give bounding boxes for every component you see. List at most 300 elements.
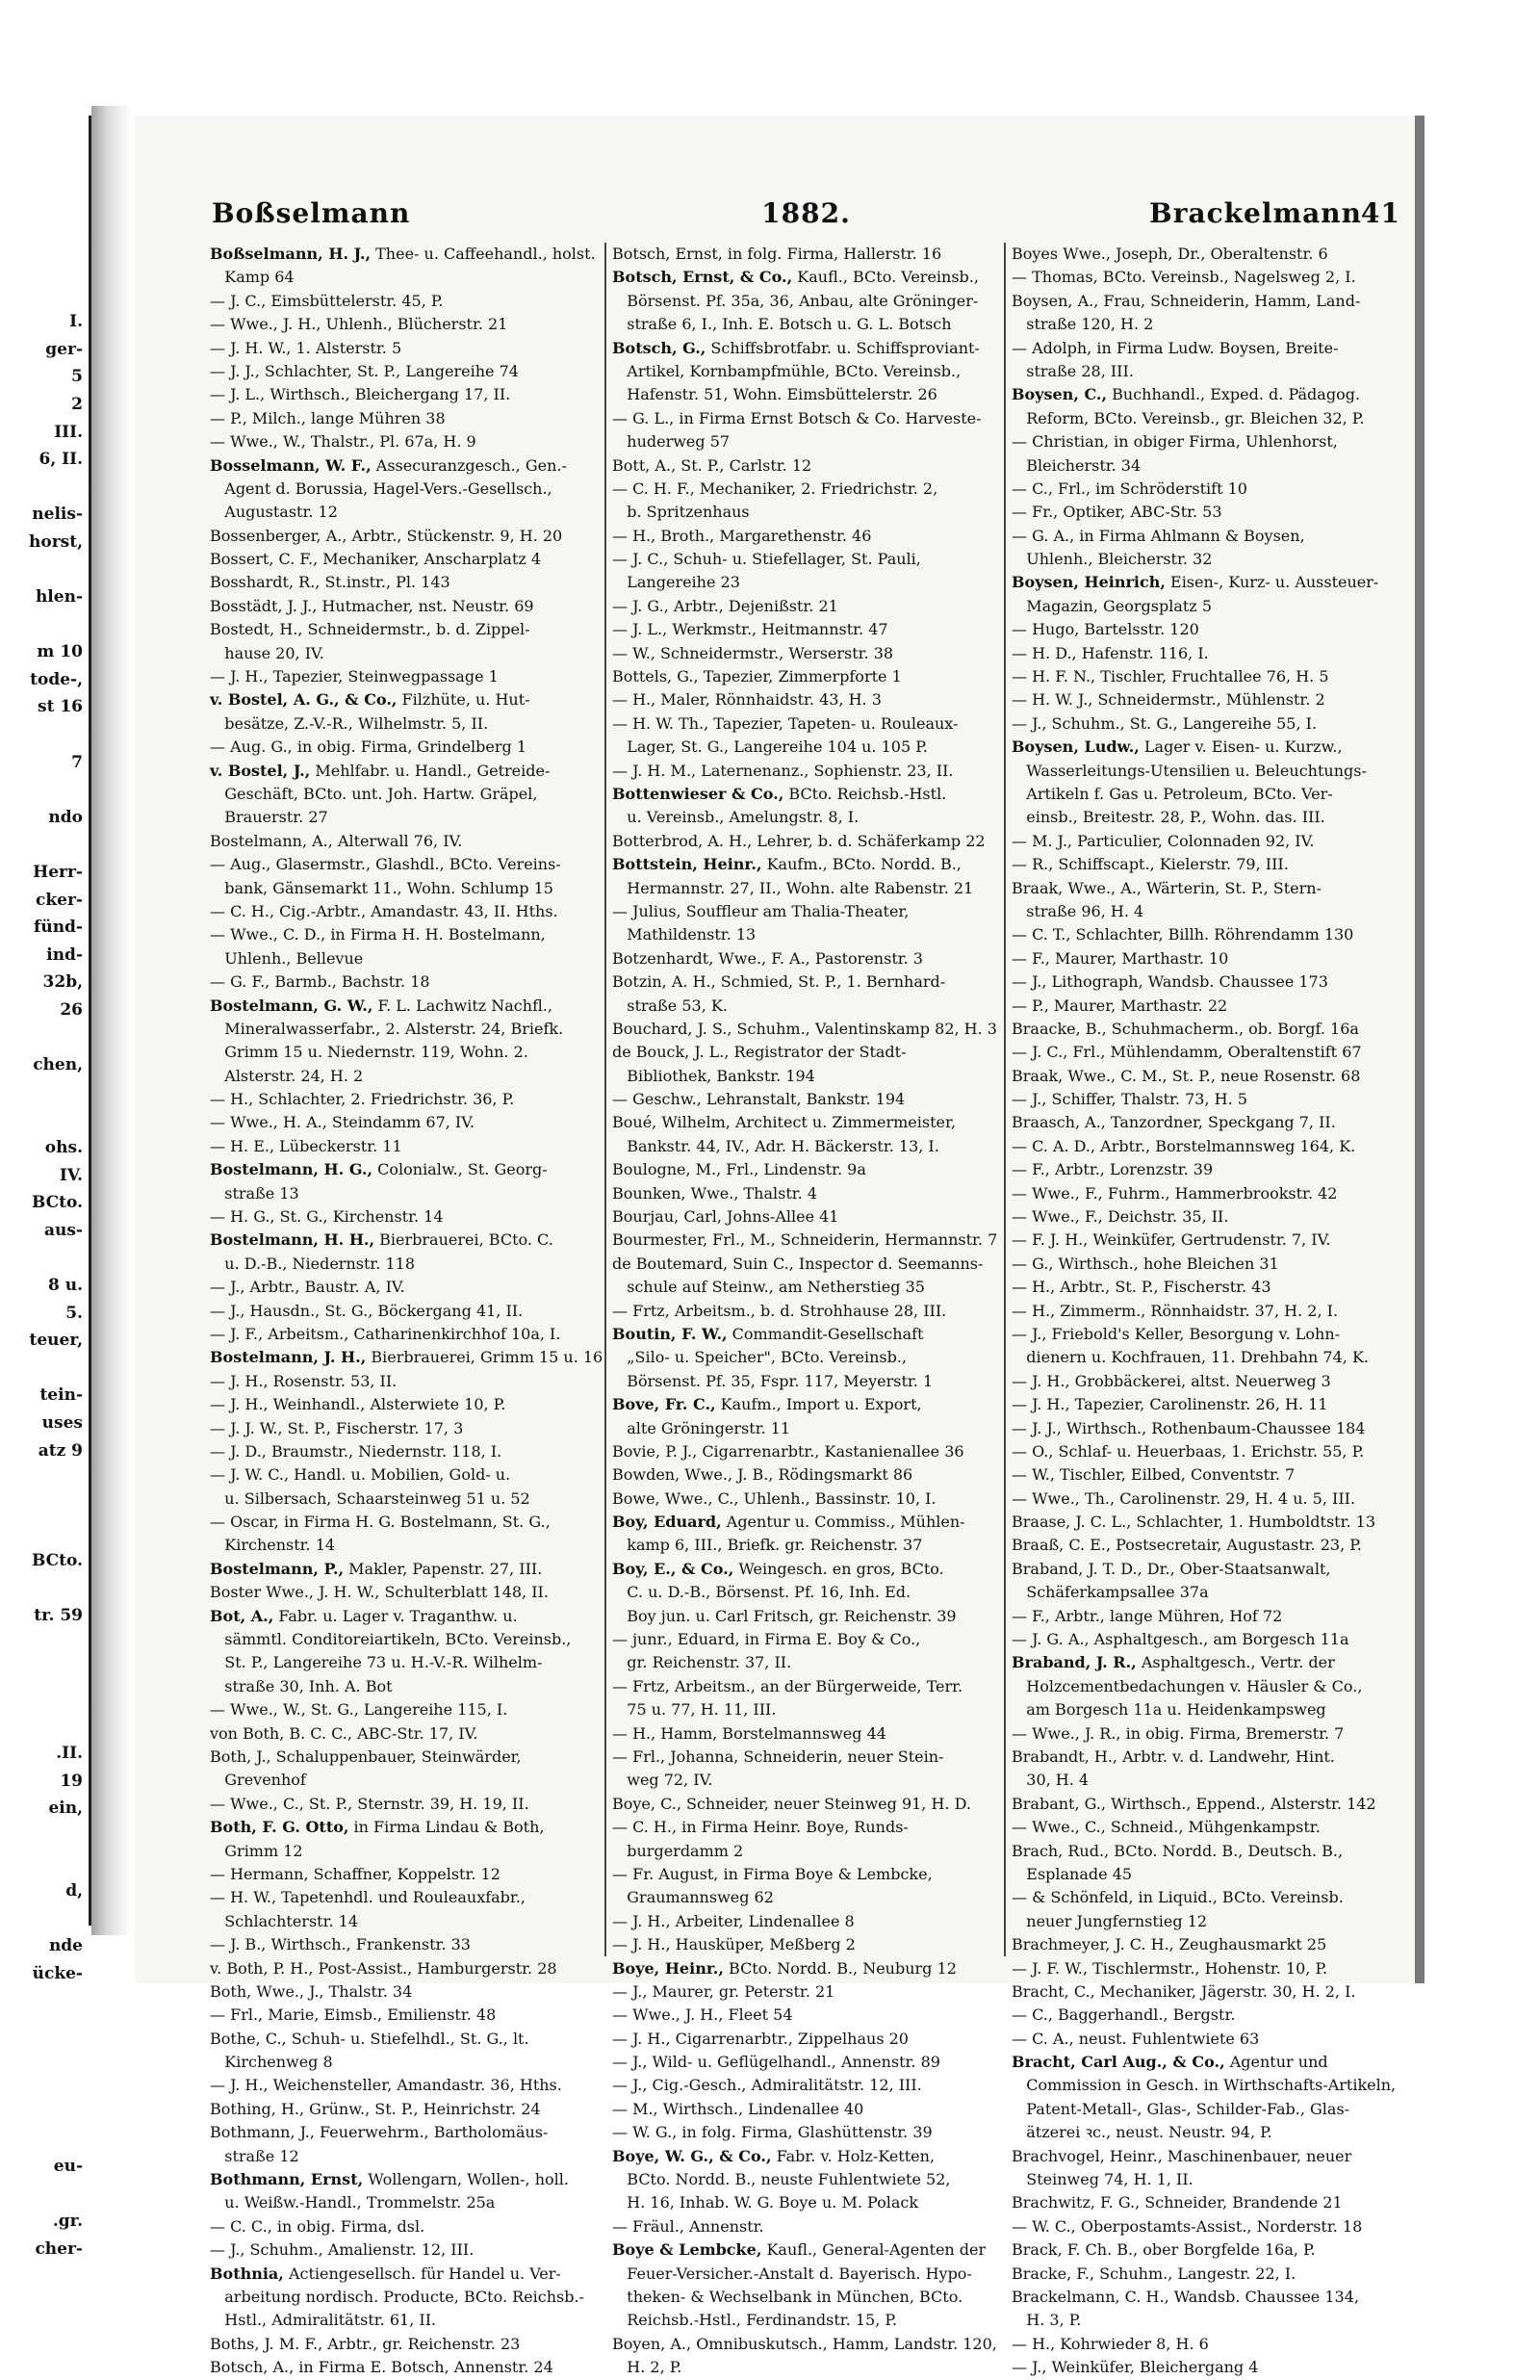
entry-text: — C. H., in Firma Heinr. Boye, Runds- (612, 1818, 909, 1837)
directory-entry-line (1012, 360, 1401, 383)
entry-text: — J. L., Wirthsch., Bleichergang 17, II. (210, 385, 511, 404)
directory-entry-line (612, 736, 992, 759)
edge-text-fragment (0, 1024, 89, 1052)
entry-text: neuer Jungfernstieg 12 (1012, 1911, 1208, 1930)
edge-text-fragment: hlen- (35, 587, 83, 608)
edge-text-fragment: 7 (71, 752, 83, 772)
entry-text: — J., Arbtr., Baustr. A, IV. (210, 1278, 405, 1297)
directory-entry-line (1012, 642, 1401, 665)
entry-text: — H. W. J., Schneidermstr., Mühlenstr. 2 (1012, 690, 1325, 710)
entry-text: — J. J., Wirthsch., Rothenbaum-Chaussee 184 (1012, 1418, 1366, 1437)
entry-text: — H. D., Hafenstr. 116, I. (1012, 643, 1209, 662)
entry-text: — C., Frl., im Schröderstift 10 (1012, 479, 1247, 498)
entry-text: Makler, Papenstr. 27, III. (344, 1559, 543, 1578)
directory-entry-line (1012, 806, 1401, 829)
directory-entry-line (1012, 478, 1401, 501)
directory-entry-line (612, 2356, 992, 2379)
entry-text: Botsch, Ernst, in folg. Firma, Hallerstr. 16 (612, 245, 942, 263)
directory-entry-line (1012, 1300, 1401, 1323)
entry-text: — Aug. G., in obig. Firma, Grindelberg 1 (210, 737, 527, 757)
directory-entry-line (1012, 1722, 1401, 1746)
directory-entry-line (1012, 337, 1401, 360)
entry-text: Bierbrauerei, Grimm 15 u. 16 (366, 1348, 603, 1367)
entry-text: theken- & Wechselbank in München, BCto. (612, 2287, 963, 2306)
entry-text: schule auf Steinw., am Netherstieg 35 (612, 1278, 925, 1297)
entry-text: Bracht, C., Mechaniker, Jägerstr. 30, H. 2, I. (1012, 1981, 1356, 2001)
directory-entry-line (612, 525, 992, 548)
entry-text: — J., Wild- u. Geflügelhandl., Annenstr. 89 (612, 2053, 940, 2072)
edge-text-fragment: 2 (71, 394, 83, 414)
directory-entry-line (210, 360, 590, 383)
directory-entry-line (612, 1534, 992, 1557)
entry-text: — M. J., Particulier, Colonnaden 92, IV. (1012, 831, 1315, 850)
entry-text: arbeitung nordisch. Producte, BCto. Reichsb.- (210, 2287, 584, 2306)
directory-entry-line (612, 2191, 992, 2214)
directory-entry-line (612, 2333, 997, 2356)
edge-text-fragment (0, 281, 89, 309)
directory-entry-line (612, 2238, 992, 2262)
entry-text: Langereihe 23 (612, 573, 740, 592)
entry-text: Wollengarn, Wollen-, holl. (363, 2170, 569, 2189)
edge-text-fragment: 6, II. (38, 450, 83, 470)
entry-text: — J. C., Schuh- u. Stiefellager, St. Pauli, (612, 550, 921, 569)
edge-text-fragment: III. (54, 422, 83, 442)
entry-text: C. u. D.-B., Börsenst. Pf. 16, Inh. Ed. (612, 1583, 911, 1602)
entry-text: — F., Arbtr., lange Mühren, Hof 72 (1012, 1606, 1283, 1625)
directory-entry-line (210, 783, 590, 806)
entry-text: — J. H. W., 1. Alsterstr. 5 (210, 338, 402, 357)
edge-text-fragment: .gr. (52, 2212, 83, 2232)
entry-text: Brabant, G., Wirthsch., Eppend., Alsterstr. 142 (1012, 1794, 1376, 1813)
entry-name: Bot, A., (210, 1606, 274, 1625)
directory-entry-line (612, 290, 992, 313)
entry-name: Boysen, Ludw., (1012, 737, 1140, 757)
entry-text: dienern u. Kochfrauen, 11. Drehbahn 74, K. (1012, 1348, 1369, 1367)
edge-text-fragment: tode-, (30, 669, 83, 689)
entry-text: straße 120, H. 2 (1012, 315, 1154, 334)
entry-text: — J., Schuhm., Amalienstr. 12, III. (210, 2240, 475, 2260)
entry-text: Commandit-Gesellschaft (727, 1324, 924, 1343)
directory-entry-line (1012, 1746, 1401, 1769)
entry-text: de Boutemard, Suin C., Inspector d. Seemanns- (612, 1254, 984, 1273)
entry-text: Buchhandl., Exped. d. Pädagog. (1107, 385, 1361, 404)
directory-entry-line (1012, 407, 1401, 430)
edge-text-fragment: .II. (56, 1744, 83, 1764)
entry-text: — H., Broth., Margarethenstr. 46 (612, 526, 872, 545)
entry-text: — G., Wirthsch., hohe Bleichen 31 (1012, 1254, 1279, 1273)
entry-name: Boy, Eduard, (612, 1513, 722, 1532)
entry-text: H. 16, Inhab. W. G. Boye u. M. Polack (612, 2193, 919, 2212)
entry-text: — H., Zimmerm., Rönnhaidstr. 37, H. 2, I. (1012, 1301, 1339, 1320)
directory-entry-line (1012, 571, 1401, 594)
directory-entry-line (612, 877, 992, 900)
entry-text: Kaufl., General-Agenten der (761, 2240, 987, 2260)
entry-text: Brachwitz, F. G., Schneider, Brandende 21 (1012, 2193, 1343, 2212)
directory-entry-line (210, 2145, 590, 2168)
directory-entry-line (612, 337, 992, 360)
directory-entry-line (1012, 877, 1401, 900)
entry-text: Esplanade 45 (1012, 1864, 1133, 1883)
entry-text: Bossenberger, A., Arbtr., Stückenstr. 9, H. 20 (210, 526, 563, 545)
entry-text: — C. H. F., Mechaniker, 2. Friedrichstr. 2, (612, 479, 938, 498)
directory-entry-line (210, 1205, 590, 1229)
entry-text: Hermannstr. 27, II., Wohn. alte Rabenstr. 21 (612, 878, 974, 897)
entry-text: Braasch, A., Tanzordner, Speckgang 7, II. (1012, 1113, 1336, 1132)
directory-entry-line (1012, 2121, 1401, 2144)
directory-entry-line (210, 1158, 590, 1181)
entry-text: Grimm 15 u. Niedernstr. 119, Wohn. 2. (210, 1043, 528, 1062)
entry-text: Asphaltgesch., Vertr. der (1136, 1653, 1335, 1672)
entry-text: Bothe, C., Schuh- u. Stiefelhdl., St. G., lt. (210, 2029, 529, 2048)
entry-text: — J. H., Grobbäckerei, altst. Neuerweg 3 (1012, 1371, 1331, 1390)
directory-entry-line (1012, 736, 1401, 759)
directory-entry-line (210, 1910, 590, 1933)
entry-text: Commission in Gesch. in Wirthschafts-Artikeln, (1012, 2076, 1397, 2095)
entry-text: — H., Schlachter, 2. Friedrichstr. 36, P. (210, 1090, 515, 1109)
entry-text: Fabr. u. Lager v. Traganthw. u. (273, 1606, 518, 1625)
entry-text: H. 3, P. (1012, 2311, 1082, 2330)
directory-entry-line (210, 337, 590, 360)
edge-text-fragment (0, 474, 89, 502)
entry-text: Braband, J. T. D., Dr., Ober-Staatsanwalt, (1012, 1559, 1331, 1578)
directory-entry-line (612, 266, 992, 289)
edge-text-fragment (0, 2125, 89, 2153)
entry-text: — G. F., Barmb., Bachstr. 18 (210, 972, 430, 992)
entry-name: Bostelmann, G. W., (210, 996, 373, 1015)
edge-text-fragment (0, 1823, 89, 1850)
entry-text: Braak, Wwe., A., Wärterin, St. P., Stern- (1012, 878, 1322, 897)
directory-entry-line (1012, 1698, 1401, 1721)
directory-entry-line (210, 2215, 590, 2238)
directory-entry-line (612, 783, 992, 806)
directory-entry-line (210, 290, 590, 313)
entry-text: Botterbrod, A. H., Lehrer, b. d. Schäferkamp 22 (612, 831, 986, 850)
entry-text: 75 u. 77, H. 11, III. (612, 1700, 777, 1720)
edge-text-fragment: tr. 59 (34, 1606, 83, 1626)
directory-columns (210, 243, 1403, 2377)
entry-text: straße 13 (210, 1183, 299, 1203)
directory-entry-line (612, 2028, 992, 2051)
directory-entry-line (612, 712, 992, 736)
entry-text: — Frtz, Arbeitsm., b. d. Strohhause 28, III. (612, 1301, 947, 1320)
directory-entry-line (612, 501, 992, 524)
entry-text: — Fr. August, in Firma Boye & Lembcke, (612, 1864, 933, 1883)
directory-entry-line (1012, 501, 1401, 524)
directory-entry-line (612, 2074, 992, 2097)
entry-text: Braaß, C. E., Postsecretair, Augustastr. 23, P. (1012, 1536, 1362, 1555)
directory-entry-line (210, 618, 590, 641)
edge-text-fragment: Herr- (33, 863, 83, 883)
directory-entry-line (612, 1088, 992, 1111)
entry-name: Bostelmann, J. H., (210, 1348, 367, 1367)
entry-text: — J., Lithograph, Wandsb. Chaussee 173 (1012, 972, 1328, 992)
entry-text: — H. F. N., Tischler, Fruchtallee 76, H. 5 (1012, 667, 1329, 686)
entry-text: — H. G., St. G., Kirchenstr. 14 (210, 1207, 444, 1227)
directory-entry-line (210, 923, 590, 946)
directory-entry-line (612, 2098, 992, 2121)
entry-text: — J. H., Hausküper, Meßberg 2 (612, 1935, 856, 1954)
directory-entry-line (1012, 548, 1401, 571)
directory-entry-line (612, 806, 992, 829)
directory-entry-line (210, 1534, 590, 1557)
entry-text: — J., Hausdn., St. G., Böckergang 41, II. (210, 1301, 524, 1320)
directory-entry-line (612, 900, 992, 923)
directory-entry-line (210, 2356, 590, 2379)
directory-entry-line (612, 1300, 992, 1323)
entry-text: u. Silbersach, Schaarsteinweg 51 u. 52 (210, 1488, 530, 1508)
directory-entry-line (612, 1722, 992, 1746)
directory-entry-line (1012, 1370, 1401, 1393)
edge-text-fragment (0, 1905, 89, 1933)
entry-text: — H., Kohrwieder 8, H. 6 (1012, 2334, 1209, 2353)
entry-text: Alsterstr. 24, H. 2 (210, 1066, 364, 1085)
entry-text: St. P., Langereihe 73 u. H.-V.-R. Wilhelm- (210, 1653, 543, 1672)
directory-entry-line (612, 1323, 992, 1346)
directory-entry-line (1012, 1628, 1401, 1651)
entry-text: — C. C., in obig. Firma, dsl. (210, 2216, 425, 2236)
directory-entry-line (1012, 830, 1401, 853)
entry-name: Boßselmann, H. J., (210, 245, 372, 263)
directory-entry-line (1012, 1651, 1401, 1674)
entry-text: — Frtz, Arbeitsm., an der Bürgerweide, Terr. (612, 1676, 963, 1695)
entry-text: straße 6, I., Inh. E. Botsch u. G. L. Botsch (612, 315, 952, 334)
directory-entry-line (612, 1440, 992, 1463)
edge-text-fragment (0, 1106, 89, 1134)
entry-text: — Wwe., F., Fuhrm., Hammerbrookstr. 42 (1012, 1183, 1338, 1203)
edge-text-fragment: BCto. (31, 1193, 83, 1213)
entry-name: Bothmann, Ernst, (210, 2170, 364, 2189)
directory-entry-line (1012, 688, 1401, 711)
directory-entry-line (612, 1675, 992, 1698)
entry-text: — J., Weinküfer, Bleichergang 4 (1012, 2358, 1259, 2377)
directory-entry-line (210, 1488, 590, 1511)
directory-entry-line (1012, 243, 1401, 266)
directory-entry-line (1012, 665, 1401, 688)
entry-text: — J., Friebold's Keller, Besorgung v. Lohn- (1012, 1324, 1341, 1343)
entry-text: von Both, B. C. C., ABC-Str. 17, IV. (210, 1723, 478, 1743)
entry-name: Both, F. G. Otto, (210, 1818, 349, 1837)
entry-text: F. L. Lachwitz Nachfl., (372, 996, 552, 1015)
directory-entry-line (1012, 2051, 1401, 2074)
edge-text-fragment (0, 2290, 89, 2318)
directory-entry-line (612, 595, 992, 618)
directory-entry-line (1012, 783, 1401, 806)
directory-entry-line (1012, 2004, 1401, 2027)
directory-entry-line (612, 2145, 992, 2168)
entry-text: Artikel, Kornbampfmühle, BCto. Vereinsb., (612, 361, 962, 380)
entry-text: — Wwe., J. H., Uhlenh., Blücherstr. 21 (210, 315, 508, 334)
entry-text: Steinweg 74, H. 1, II. (1012, 2170, 1194, 2189)
directory-entry-line (612, 1511, 992, 1534)
directory-entry-line (612, 1980, 992, 2004)
directory-entry-line (1012, 1675, 1401, 1698)
directory-entry-line (210, 1980, 590, 2004)
entry-text: Bothmann, J., Feuerwehrm., Bartholomäus- (210, 2123, 549, 2142)
directory-entry-line (612, 1840, 992, 1863)
directory-entry-line (1012, 712, 1401, 736)
entry-name: v. Bostel, J., (210, 761, 311, 780)
entry-text: Brach, Rud., BCto. Nordd. B., Deutsch. B., (1012, 1841, 1344, 1860)
entry-text: Boué, Wilhelm, Architect u. Zimmermeister, (612, 1113, 956, 1132)
entry-text: Bossert, C. F., Mechaniker, Anscharplatz 4 (210, 550, 542, 569)
entry-text: Boysen, A., Frau, Schneiderin, Hamm, Land- (1012, 291, 1361, 310)
directory-entry-line (1012, 1933, 1401, 1956)
entry-text: Bibliothek, Bankstr. 194 (612, 1066, 815, 1085)
entry-text: — Thomas, BCto. Vereinsb., Nagelsweg 2, I. (1012, 268, 1356, 287)
directory-entry-line (1012, 2191, 1401, 2214)
entry-text: — J. H., Rosenstr. 53, II. (210, 1371, 398, 1390)
directory-entry-line (1012, 1605, 1401, 1628)
directory-entry-line (1012, 1346, 1401, 1369)
entry-text: Colonialw., St. Georg- (372, 1160, 548, 1179)
entry-text: — Wwe., C., St. P., Sternstr. 39, H. 19, II. (210, 1794, 529, 1813)
entry-text: — M., Wirthsch., Lindenallee 40 (612, 2099, 864, 2118)
entry-text: Bounken, Wwe., Thalstr. 4 (612, 1183, 818, 1203)
directory-entry-line (210, 548, 590, 571)
entry-text: Reichsb.-Hstl., Ferdinandstr. 15, P. (612, 2311, 898, 2330)
entry-text: — J., Cig.-Gesch., Admiralitätstr. 12, III. (612, 2076, 922, 2095)
directory-entry-line (210, 1675, 590, 1698)
edge-text-fragment (0, 1519, 89, 1547)
directory-entry-line (612, 2051, 992, 2074)
directory-entry-line (612, 1957, 992, 1980)
entry-text: Bowe, Wwe., C., Uhlenh., Bassinstr. 10, I. (612, 1488, 937, 1508)
entry-text: hause 20, IV. (210, 643, 324, 662)
edge-text-fragment: 5 (71, 367, 83, 387)
entry-text: — Wwe., W., Thalstr., Pl. 67a, H. 9 (210, 432, 476, 452)
directory-entry-line (612, 1111, 992, 1134)
directory-entry-line (210, 900, 590, 923)
entry-text: Schiffsbrotfabr. u. Schiffsproviant- (706, 338, 980, 357)
directory-entry-line (612, 1488, 992, 1511)
directory-entry-line (612, 1276, 992, 1299)
edge-text-fragment (0, 143, 89, 171)
directory-entry-line (1012, 1018, 1401, 1041)
directory-entry-line (612, 923, 992, 946)
entry-text: — J. F. W., Tischlermstr., Hohenstr. 10, P. (1012, 1958, 1328, 1978)
entry-text: Bosshardt, R., St.instr., Pl. 143 (210, 573, 450, 592)
directory-entry-line (210, 478, 590, 501)
directory-entry-line (210, 830, 590, 853)
entry-text: — J., Schiffer, Thalstr. 73, H. 5 (1012, 1090, 1247, 1109)
edge-text-fragment: chen, (33, 1055, 83, 1075)
directory-entry-line (210, 877, 590, 900)
running-head-left: Boßselmann (212, 197, 411, 229)
entry-name: Boye, Heinr., (612, 1958, 724, 1978)
edge-text-fragment: tein- (39, 1385, 83, 1406)
directory-entry-line (210, 1863, 590, 1886)
entry-text: Assecuranzgesch., Gen.- (371, 455, 567, 475)
edge-text-fragment: d, (65, 1881, 83, 1901)
entry-name: Bostelmann, H. G., (210, 1160, 373, 1179)
entry-text: — F. J. H., Weinküfer, Gertrudenstr. 7, IV. (1012, 1230, 1331, 1250)
directory-entry-line (1012, 1769, 1401, 1792)
directory-entry-line (210, 947, 590, 970)
entry-text: — Wwe., J. R., in obig. Firma, Bremerstr. 7 (1012, 1723, 1345, 1743)
entry-text: — & Schönfeld, in Liquid., BCto. Vereinsb. (1012, 1888, 1344, 1907)
directory-entry-line (210, 2333, 590, 2356)
entry-text: Eisen-, Kurz- u. Aussteuer- (1165, 573, 1379, 592)
edge-text-fragment: cher- (35, 2238, 83, 2259)
directory-entry-line (1012, 1041, 1401, 1064)
entry-text: Kaufm., Import u. Export, (715, 1395, 922, 1414)
directory-entry-line (210, 1300, 590, 1323)
edge-text-fragment (0, 1464, 89, 1492)
entry-text: — Wwe., C., Schneid., Mühgenkampstr. (1012, 1818, 1321, 1837)
directory-entry-line (1012, 1135, 1401, 1158)
entry-text: Botzin, A. H., Schmied, St. P., 1. Bernhard- (612, 972, 946, 992)
directory-entry-line (612, 1581, 992, 1604)
directory-entry-line (1012, 1065, 1401, 1088)
edge-text-fragment (0, 1355, 89, 1383)
entry-text: am Borgesch 11a u. Heidenkampsweg (1012, 1700, 1326, 1720)
edge-text-fragment: ger- (45, 339, 83, 359)
directory-entry-line (210, 1651, 590, 1674)
entry-text: Fabr. v. Holz-Ketten, (771, 2146, 936, 2165)
edge-text-fragment: 5. (65, 1303, 83, 1323)
entry-text: — Hugo, Bartelsstr. 120 (1012, 620, 1199, 639)
entry-text: Uhlenh., Bellevue (210, 948, 364, 968)
edge-text-fragment (0, 2098, 89, 2126)
directory-entry-line (210, 1229, 590, 1252)
directory-entry-line (612, 1229, 998, 1252)
directory-entry-line (210, 995, 590, 1018)
directory-entry-line (1012, 995, 1401, 1018)
directory-entry-line (612, 853, 992, 876)
directory-entry-line (1012, 1229, 1401, 1252)
entry-text: — C. H., Cig.-Arbtr., Amandastr. 43, II. Hths. (210, 901, 558, 920)
edge-text-fragment: teuer, (29, 1331, 83, 1351)
directory-entry-line (612, 1182, 992, 1205)
directory-entry-line (210, 688, 590, 711)
entry-text: — Wwe., C. D., in Firma H. H. Bostelmann, (210, 925, 546, 944)
directory-entry-line (612, 830, 992, 853)
directory-entry-line (1012, 1816, 1401, 1839)
entry-text: — R., Schiffscapt., Kielerstr. 79, III. (1012, 855, 1289, 874)
directory-entry-line (612, 1393, 992, 1416)
directory-entry-line (1012, 760, 1401, 783)
entry-text: Bovie, P. J., Cigarrenarbtr., Kastanienallee 36 (612, 1441, 964, 1461)
directory-entry-line (1012, 2263, 1401, 2286)
directory-entry-line (210, 2309, 590, 2332)
directory-entry-line (612, 1065, 992, 1088)
directory-entry-line (612, 2263, 992, 2286)
entry-text: — J. C., Frl., Mühlendamm, Oberaltenstift 67 (1012, 1043, 1362, 1062)
directory-entry-line (612, 2286, 992, 2309)
directory-entry-line (612, 1698, 992, 1721)
entry-text: — J. G. A., Asphaltgesch., am Borgesch 11a (1012, 1630, 1349, 1649)
entry-text: — C. A. D., Arbtr., Borstelmannsweg 164, K. (1012, 1136, 1356, 1155)
entry-text: — W. G., in folg. Firma, Glashüttenstr. 39 (612, 2123, 933, 2142)
edge-text-fragment (0, 556, 89, 584)
entry-text: — J. J. W., St. P., Fischerstr. 17, 3 (210, 1418, 464, 1437)
directory-entry-line (612, 1253, 992, 1276)
directory-entry-line (1012, 1793, 1401, 1816)
edge-text-fragment (0, 2181, 89, 2209)
edge-text-fragment: ndo (48, 807, 83, 827)
edge-text-fragment (0, 776, 89, 804)
edge-text-fragment: uses (41, 1412, 83, 1433)
entry-text: Geschäft, BCto. unt. Joh. Hartw. Gräpel, (210, 784, 538, 803)
directory-entry-line (210, 1816, 590, 1839)
entry-text: Bourmester, Frl., M., Schneiderin, Hermannstr. 7 (612, 1230, 998, 1250)
entry-text: Bostelmann, A., Alterwall 76, IV. (210, 831, 463, 850)
entry-text: Boy jun. u. Carl Fritsch, gr. Reichenstr. 39 (612, 1606, 957, 1625)
directory-entry-line (612, 1158, 992, 1181)
edge-text-fragment (0, 253, 89, 281)
directory-entry-line (612, 688, 992, 711)
entry-text: Botzenhardt, Wwe., F. A., Pastorenstr. 3 (612, 948, 923, 968)
